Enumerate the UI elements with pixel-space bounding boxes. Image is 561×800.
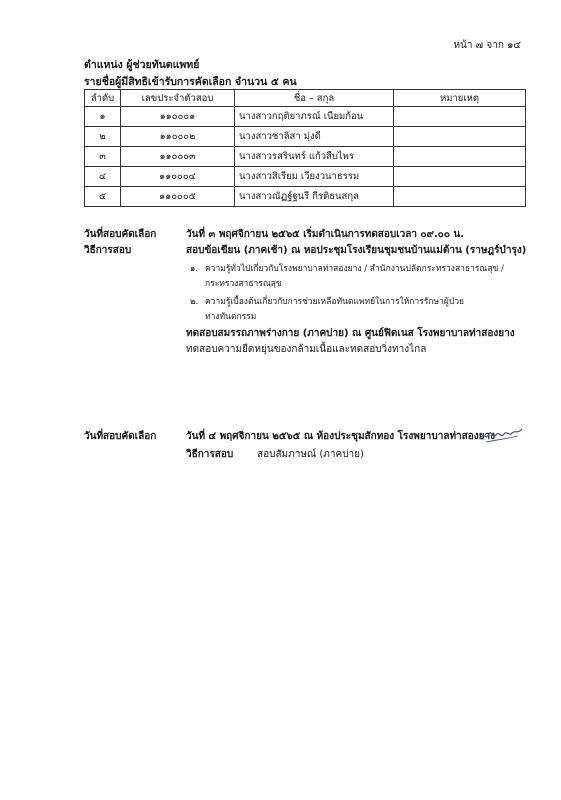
cell-name: นางสาวรสรินทร์ แก้วสืบไพร <box>235 147 394 167</box>
cell-name: นางสาวสิเรียม เวียงวนาธรรม <box>235 167 394 187</box>
candidate-table <box>84 89 526 207</box>
signature-mark <box>478 425 524 445</box>
exam-method-label: วิธีการสอบ <box>84 245 132 256</box>
table-header-row <box>85 90 526 107</box>
interview-date-text: วันที่ ๔ พฤศจิกายน ๒๕๖๕ ณ ห้องประชุมสักทอง โรงพยาบาลท่าสองยาง <box>186 431 495 442</box>
col-header-no: ลำดับ <box>85 90 121 107</box>
cell-no: ๓ <box>85 147 121 167</box>
cell-id: ๑๑๐๐๐๒ <box>121 127 235 147</box>
table-row <box>85 127 526 147</box>
cell-id: ๑๑๐๐๐๑ <box>121 107 235 127</box>
col-header-id: เลขประจำตัวสอบ <box>121 90 235 107</box>
position-title: ตำแหน่ง ผู้ช่วยทันตแพทย์ <box>84 59 200 71</box>
cell-id: ๑๑๐๐๐๔ <box>121 167 235 187</box>
topic-text-cont: กระทรวงสาธารณสุข <box>205 279 282 289</box>
cell-id: ๑๑๐๐๐๓ <box>121 147 235 167</box>
topic-text-cont: ทางทันตกรรม <box>205 312 257 322</box>
written-exam-text: สอบข้อเขียน (ภาคเช้า) ณ หอประชุมโรงเรียนชุมชนบ้านแม่ต้าน (ราษฎร์บำรุง) <box>186 245 527 256</box>
table-row <box>85 187 526 207</box>
table-row <box>85 167 526 187</box>
cell-note <box>394 107 526 127</box>
physical-test-text: ทดสอบสมรรถภาพร่างกาย (ภาคบ่าย) ณ ศูนย์ฟิตเนส โรงพยาบาลท่าสองยาง <box>186 328 515 339</box>
table-row <box>85 147 526 167</box>
topic-number: ๑. <box>190 264 199 274</box>
cell-no: ๔ <box>85 167 121 187</box>
exam-date-label: วันที่สอบคัดเลือก <box>84 229 157 240</box>
page-number: หน้า ๗ จาก ๑๔ <box>453 40 521 51</box>
interview-method-label: วิธีการสอบ <box>186 449 234 460</box>
cell-note <box>394 127 526 147</box>
cell-note <box>394 167 526 187</box>
interview-date-label: วันที่สอบคัดเลือก <box>84 431 157 442</box>
topic-number: ๒. <box>190 297 199 307</box>
cell-name: นางสาวชาลิสา มุ่งดี <box>235 127 394 147</box>
cell-note <box>394 187 526 207</box>
physical-test-detail: ทดสอบความยืดหยุ่นของกล้ามเนื้อและทดสอบวิ่งทางไกล <box>186 344 427 355</box>
topic-text: ความรู้เบื้องต้นเกี่ยวกับการช่วยเหลือทันตแพทย์ในการให้การรักษาผู้ป่วย <box>205 297 464 307</box>
cell-no: ๕ <box>85 187 121 207</box>
cell-note <box>394 147 526 167</box>
cell-no: ๑ <box>85 107 121 127</box>
topic-text: ความรู้ทั่วไปเกี่ยวกับโรงพยาบาลท่าสองยาง / สำนักงานปลัดกระทรวงสาธารณสุข / <box>205 264 504 274</box>
list-title: รายชื่อผู้มีสิทธิเข้ารับการคัดเลือก จำนวน ๕ คน <box>84 76 297 88</box>
cell-id: ๑๑๐๐๐๕ <box>121 187 235 207</box>
interview-method-text: สอบสัมภาษณ์ (ภาคบ่าย) <box>257 449 364 460</box>
cell-no: ๒ <box>85 127 121 147</box>
cell-name: นางสาวณัฏฐ์ฐนรี กีรติธนสกุล <box>235 187 394 207</box>
cell-name: นางสาวกฤติยาภรณ์ เนียมก้อน <box>235 107 394 127</box>
table-row <box>85 107 526 127</box>
col-header-name: ชื่อ – สกุล <box>235 90 394 107</box>
exam-date-text: วันที่ ๓ พฤศจิกายน ๒๕๖๕ เริ่มดำเนินการทดสอบเวลา ๐๙.๐๐ น. <box>186 229 465 240</box>
col-header-note: หมายเหตุ <box>394 90 526 107</box>
